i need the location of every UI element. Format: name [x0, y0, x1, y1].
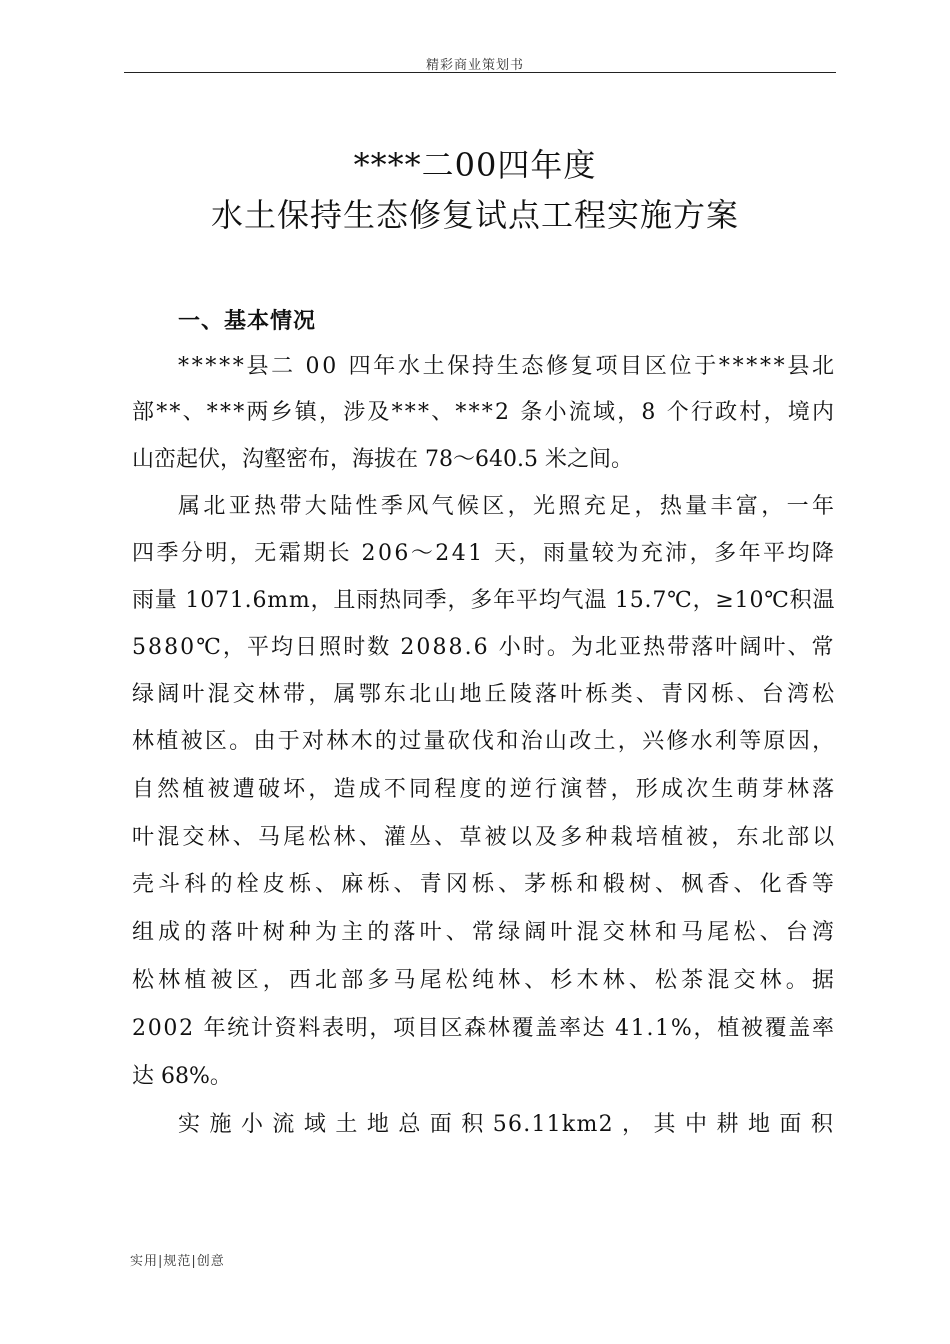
body-line: 组成的落叶树种为主的落叶、常绿阔叶混交林和马尾松、台湾	[132, 920, 839, 945]
body-line: 5880℃，平均日照时数 2088.6 小时。为北亚热带落叶阔叶、常	[132, 635, 836, 660]
document-title-line-2: 水土保持生态修复试点工程实施方案	[210, 196, 739, 234]
body-line: *****县二 00 四年水土保持生态修复项目区位于*****县北	[178, 354, 837, 379]
body-line: 部**、***两乡镇，涉及***、***2 条小流域，8 个行政村，境内	[132, 400, 837, 425]
body-line: 实 施 小 流 域 土 地 总 面 积 56.11km2 ， 其 中 耕 地 面 积	[178, 1112, 835, 1137]
body-line: 壳斗科的栓皮栎、麻栎、青冈栎、茅栎和椴树、枫香、化香等	[132, 872, 839, 897]
body-line: 四季分明，无霜期长 206～241 天，雨量较为充沛，多年平均降	[132, 541, 837, 566]
document-title-line-1: ****二00四年度	[353, 146, 597, 184]
body-line: 松林植被区，西北部多马尾松纯林、杉木林、松茶混交林。据	[132, 968, 839, 993]
page-header: 精彩商业策划书	[425, 58, 524, 73]
body-line: 达 68%。	[132, 1064, 232, 1089]
body-line: 自然植被遭破坏，造成不同程度的逆行演替，形成次生萌芽林落	[132, 777, 838, 802]
body-line: 叶混交林、马尾松林、灌丛、草被以及多种栽培植被，东北部以	[132, 825, 838, 850]
section-heading: 一、基本情况	[178, 309, 317, 334]
page-footer: 实用|规范|创意	[130, 1254, 225, 1269]
body-line: 绿阔叶混交林带，属鄂东北山地丘陵落叶栎类、青冈栎、台湾松	[132, 682, 838, 707]
body-line: 林植被区。由于对林木的过量砍伐和治山改土，兴修水利等原因，	[132, 729, 837, 754]
body-line: 2002 年统计资料表明，项目区森林覆盖率达 41.1%，植被覆盖率	[132, 1016, 836, 1041]
body-line: 山峦起伏，沟壑密布，海拔在 78～640.5 米之间。	[132, 447, 633, 472]
body-line: 属北亚热带大陆性季风气候区，光照充足，热量丰富，一年	[178, 494, 838, 519]
body-line: 雨量 1071.6mm，且雨热同季，多年平均气温 15.7℃，≥10℃积温	[132, 588, 836, 613]
header-divider	[124, 72, 836, 73]
